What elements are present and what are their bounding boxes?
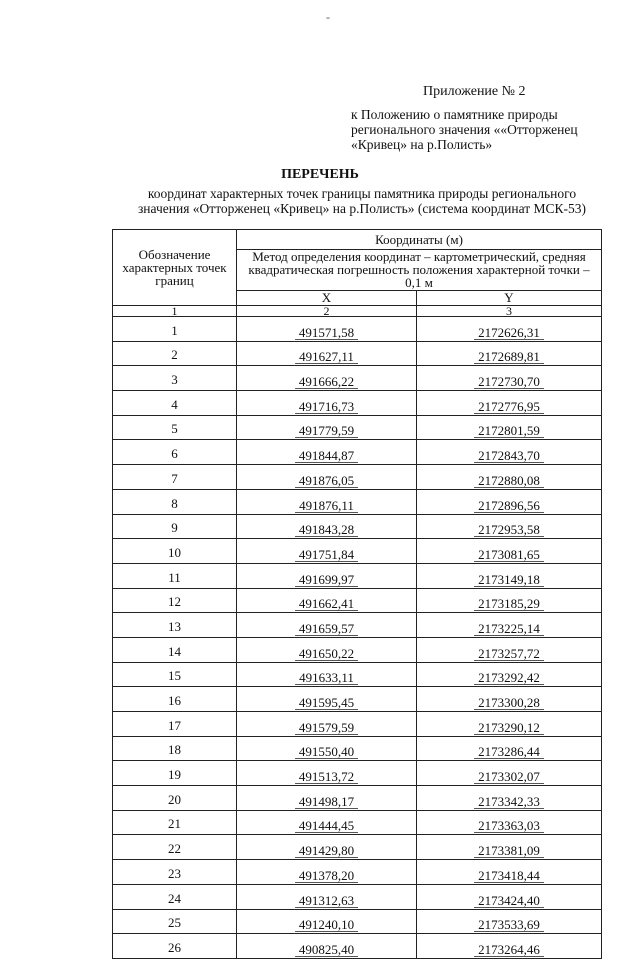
y-coordinate-cell — [417, 761, 602, 786]
y-coordinate-cell-value: 2173225,14 — [474, 622, 544, 636]
point-number-cell-value: 25 — [168, 915, 181, 931]
x-coordinate-cell-value: 491444,45 — [295, 819, 358, 833]
point-number-cell — [113, 909, 237, 934]
point-number-cell-value: 7 — [171, 470, 178, 486]
y-coordinate-cell — [417, 366, 602, 391]
y-coordinate-cell — [417, 835, 602, 860]
column-number: 3 — [417, 306, 602, 317]
point-number-cell-value: 13 — [168, 618, 181, 634]
y-coordinate-cell — [417, 588, 602, 613]
table-row — [113, 712, 602, 737]
point-number-cell-value: 3 — [171, 372, 178, 388]
y-coordinate-cell — [417, 909, 602, 934]
point-number-cell-value: 2 — [171, 347, 178, 363]
x-coordinate-cell — [237, 391, 417, 416]
x-coordinate-cell — [237, 366, 417, 391]
y-coordinate-cell-value: 2173342,33 — [474, 795, 544, 809]
appendix-line: к Положению о памятнике природы — [351, 107, 558, 122]
point-number-cell-value: 22 — [168, 841, 181, 857]
x-axis-header: X — [237, 291, 417, 306]
y-coordinate-cell-value: 2173424,40 — [474, 894, 544, 908]
table-row — [113, 662, 602, 687]
x-coordinate-cell-value: 491699,97 — [295, 573, 358, 587]
y-coordinate-cell-value: 2173533,69 — [474, 918, 544, 932]
x-coordinate-cell — [237, 440, 417, 465]
x-coordinate-cell-value: 491779,59 — [295, 424, 358, 438]
point-number-cell — [113, 539, 237, 564]
point-number-cell — [113, 835, 237, 860]
x-coordinate-cell-value: 491876,11 — [295, 499, 358, 513]
point-number-cell — [113, 563, 237, 588]
y-coordinate-cell-value: 2173381,09 — [474, 844, 544, 858]
x-coordinate-cell-value: 491659,57 — [295, 622, 358, 636]
y-coordinate-cell — [417, 465, 602, 490]
point-number-cell — [113, 489, 237, 514]
y-coordinate-cell-value: 2172953,58 — [474, 523, 544, 537]
x-coordinate-cell — [237, 761, 417, 786]
table-row — [113, 687, 602, 712]
point-number-cell — [113, 860, 237, 885]
x-coordinate-cell — [237, 736, 417, 761]
page-top-mark: - — [326, 10, 330, 24]
x-coordinate-cell-value: 491513,72 — [295, 770, 358, 784]
coordinates-header: Координаты (м) — [237, 230, 602, 250]
y-coordinate-cell-value: 2172626,31 — [474, 326, 544, 340]
x-coordinate-cell — [237, 860, 417, 885]
point-number-cell-value: 20 — [168, 791, 181, 807]
x-coordinate-cell — [237, 810, 417, 835]
table-row — [113, 514, 602, 539]
designation-header: Обозначение характерных точек границ — [113, 230, 237, 306]
table-row — [113, 341, 602, 366]
point-number-cell — [113, 514, 237, 539]
table-row — [113, 465, 602, 490]
point-number-cell — [113, 736, 237, 761]
x-coordinate-cell — [237, 835, 417, 860]
table-row — [113, 539, 602, 564]
document-subtitle — [112, 186, 612, 216]
table-row — [113, 909, 602, 934]
table-row — [113, 440, 602, 465]
x-coordinate-cell — [237, 514, 417, 539]
y-axis-header: Y — [417, 291, 602, 306]
point-number-cell — [113, 884, 237, 909]
x-coordinate-cell — [237, 317, 417, 342]
y-coordinate-cell-value: 2173264,46 — [474, 943, 544, 957]
x-coordinate-cell-value: 491312,63 — [295, 894, 358, 908]
y-coordinate-cell-value: 2173418,44 — [474, 869, 544, 883]
x-coordinate-cell-value: 491662,41 — [295, 597, 358, 611]
table-row — [113, 810, 602, 835]
x-coordinate-cell-value: 491716,73 — [295, 400, 358, 414]
x-coordinate-cell — [237, 489, 417, 514]
y-coordinate-cell — [417, 563, 602, 588]
y-coordinate-cell — [417, 539, 602, 564]
point-number-cell — [113, 786, 237, 811]
y-coordinate-cell — [417, 860, 602, 885]
table-row — [113, 415, 602, 440]
y-coordinate-cell-value: 2173363,03 — [474, 819, 544, 833]
point-number-cell-value: 10 — [168, 544, 181, 560]
point-number-cell — [113, 366, 237, 391]
x-coordinate-cell-value: 491240,10 — [295, 918, 358, 932]
y-coordinate-cell — [417, 712, 602, 737]
point-number-cell-value: 23 — [168, 865, 181, 881]
table-row — [113, 786, 602, 811]
appendix-block — [351, 84, 621, 152]
x-coordinate-cell-value: 491550,40 — [295, 745, 358, 759]
point-number-cell — [113, 810, 237, 835]
x-coordinate-cell-value: 491843,28 — [295, 523, 358, 537]
y-coordinate-cell-value: 2173292,42 — [474, 671, 544, 685]
x-coordinate-cell-value: 491579,59 — [295, 721, 358, 735]
x-coordinate-cell-value: 491650,22 — [295, 647, 358, 661]
document-title: ПЕРЕЧЕНЬ — [281, 167, 359, 182]
coordinates-rows — [113, 317, 602, 959]
coordinates-table — [112, 229, 602, 959]
x-coordinate-cell — [237, 712, 417, 737]
table-row — [113, 637, 602, 662]
y-coordinate-cell-value: 2172896,56 — [474, 499, 544, 513]
x-coordinate-cell — [237, 613, 417, 638]
y-coordinate-cell — [417, 786, 602, 811]
point-number-cell-value: 18 — [168, 742, 181, 758]
y-coordinate-cell — [417, 514, 602, 539]
y-coordinate-cell — [417, 736, 602, 761]
table-row — [113, 317, 602, 342]
y-coordinate-cell — [417, 317, 602, 342]
point-number-cell-value: 17 — [168, 717, 181, 733]
x-coordinate-cell-value: 491666,22 — [295, 375, 358, 389]
point-number-cell — [113, 588, 237, 613]
y-coordinate-cell-value: 2172730,70 — [474, 375, 544, 389]
y-coordinate-cell — [417, 884, 602, 909]
point-number-cell-value: 9 — [171, 520, 178, 536]
x-coordinate-cell — [237, 563, 417, 588]
appendix-line: регионального значения ««Отторженец — [351, 122, 578, 137]
table-row — [113, 613, 602, 638]
point-number-cell — [113, 761, 237, 786]
column-number: 2 — [237, 306, 417, 317]
x-coordinate-cell — [237, 909, 417, 934]
point-number-cell — [113, 637, 237, 662]
table-row — [113, 563, 602, 588]
y-coordinate-cell-value: 2173290,12 — [474, 721, 544, 735]
y-coordinate-cell — [417, 934, 602, 959]
y-coordinate-cell — [417, 810, 602, 835]
point-number-cell-value: 24 — [168, 890, 181, 906]
point-number-cell-value: 12 — [168, 594, 181, 610]
table-row — [113, 366, 602, 391]
x-coordinate-cell-value: 491627,11 — [295, 350, 358, 364]
x-coordinate-cell — [237, 786, 417, 811]
y-coordinate-cell-value: 2172843,70 — [474, 449, 544, 463]
y-coordinate-cell — [417, 489, 602, 514]
point-number-cell-value: 4 — [171, 396, 178, 412]
point-number-cell-value: 14 — [168, 643, 181, 659]
x-coordinate-cell — [237, 539, 417, 564]
appendix-line: «Кривец» на р.Полисть» — [351, 137, 493, 152]
point-number-cell-value: 1 — [171, 322, 178, 338]
point-number-cell — [113, 317, 237, 342]
point-number-cell — [113, 934, 237, 959]
y-coordinate-cell-value: 2173081,65 — [474, 548, 544, 562]
subtitle-line: значения «Отторженец «Кривец» на р.Полисть» (система координат МСК-53) — [137, 201, 587, 216]
x-coordinate-cell-value: 491378,20 — [295, 869, 358, 883]
appendix-number: Приложение № 2 — [423, 84, 526, 99]
x-coordinate-cell-value: 491876,05 — [295, 474, 358, 488]
point-number-cell — [113, 613, 237, 638]
point-number-cell — [113, 687, 237, 712]
table-row — [113, 860, 602, 885]
point-number-cell-value: 21 — [168, 816, 181, 832]
point-number-cell — [113, 415, 237, 440]
table-row — [113, 588, 602, 613]
x-coordinate-cell — [237, 341, 417, 366]
x-coordinate-cell-value: 491633,11 — [295, 671, 358, 685]
x-coordinate-cell-value: 490825,40 — [295, 943, 358, 957]
y-coordinate-cell — [417, 687, 602, 712]
y-coordinate-cell — [417, 391, 602, 416]
table-row — [113, 736, 602, 761]
point-number-cell-value: 6 — [171, 446, 178, 462]
point-number-cell — [113, 341, 237, 366]
y-coordinate-cell-value: 2173302,07 — [474, 770, 544, 784]
y-coordinate-cell-value: 2173300,28 — [474, 696, 544, 710]
y-coordinate-cell-value: 2173149,18 — [474, 573, 544, 587]
x-coordinate-cell — [237, 415, 417, 440]
point-number-cell — [113, 662, 237, 687]
y-coordinate-cell — [417, 662, 602, 687]
x-coordinate-cell — [237, 662, 417, 687]
point-number-cell-value: 16 — [168, 693, 181, 708]
point-number-cell — [113, 465, 237, 490]
column-number: 1 — [113, 306, 237, 317]
point-number-cell-value: 26 — [168, 939, 181, 955]
y-coordinate-cell — [417, 613, 602, 638]
x-coordinate-cell-value: 491498,17 — [295, 795, 358, 809]
point-number-cell — [113, 391, 237, 416]
point-number-cell-value: 11 — [168, 569, 181, 585]
point-number-cell-value: 19 — [168, 767, 181, 783]
y-coordinate-cell-value: 2173286,44 — [474, 745, 544, 759]
point-number-cell-value: 5 — [171, 421, 178, 437]
y-coordinate-cell — [417, 341, 602, 366]
x-coordinate-cell — [237, 588, 417, 613]
x-coordinate-cell — [237, 465, 417, 490]
x-coordinate-cell-value: 491751,84 — [295, 548, 358, 562]
y-coordinate-cell — [417, 637, 602, 662]
point-number-cell-value: 8 — [171, 495, 178, 511]
y-coordinate-cell — [417, 415, 602, 440]
x-coordinate-cell-value: 491571,58 — [295, 326, 358, 340]
y-coordinate-cell-value: 2173257,72 — [474, 647, 544, 661]
x-coordinate-cell — [237, 687, 417, 712]
x-coordinate-cell — [237, 884, 417, 909]
table-row — [113, 835, 602, 860]
y-coordinate-cell-value: 2172801,59 — [474, 424, 544, 438]
x-coordinate-cell — [237, 934, 417, 959]
y-coordinate-cell-value: 2172880,08 — [474, 474, 544, 488]
point-number-cell — [113, 712, 237, 737]
subtitle-line: координат характерных точек границы памятника природы регионального — [147, 186, 577, 201]
table-row — [113, 934, 602, 959]
table-row — [113, 489, 602, 514]
point-number-cell — [113, 440, 237, 465]
x-coordinate-cell — [237, 637, 417, 662]
table-row — [113, 884, 602, 909]
table-row — [113, 761, 602, 786]
x-coordinate-cell-value: 491429,80 — [295, 844, 358, 858]
y-coordinate-cell-value: 2172776,95 — [474, 400, 544, 414]
point-number-cell-value: 15 — [168, 668, 181, 684]
table-row — [113, 391, 602, 416]
y-coordinate-cell-value: 2172689,81 — [474, 350, 544, 364]
y-coordinate-cell — [417, 440, 602, 465]
y-coordinate-cell-value: 2173185,29 — [474, 597, 544, 611]
x-coordinate-cell-value: 491595,45 — [295, 696, 358, 710]
method-header: Метод определения координат – картометрический, средняя квадратическая погрешность положения характерной точки – 0,1 м — [237, 250, 602, 291]
x-coordinate-cell-value: 491844,87 — [295, 449, 358, 463]
